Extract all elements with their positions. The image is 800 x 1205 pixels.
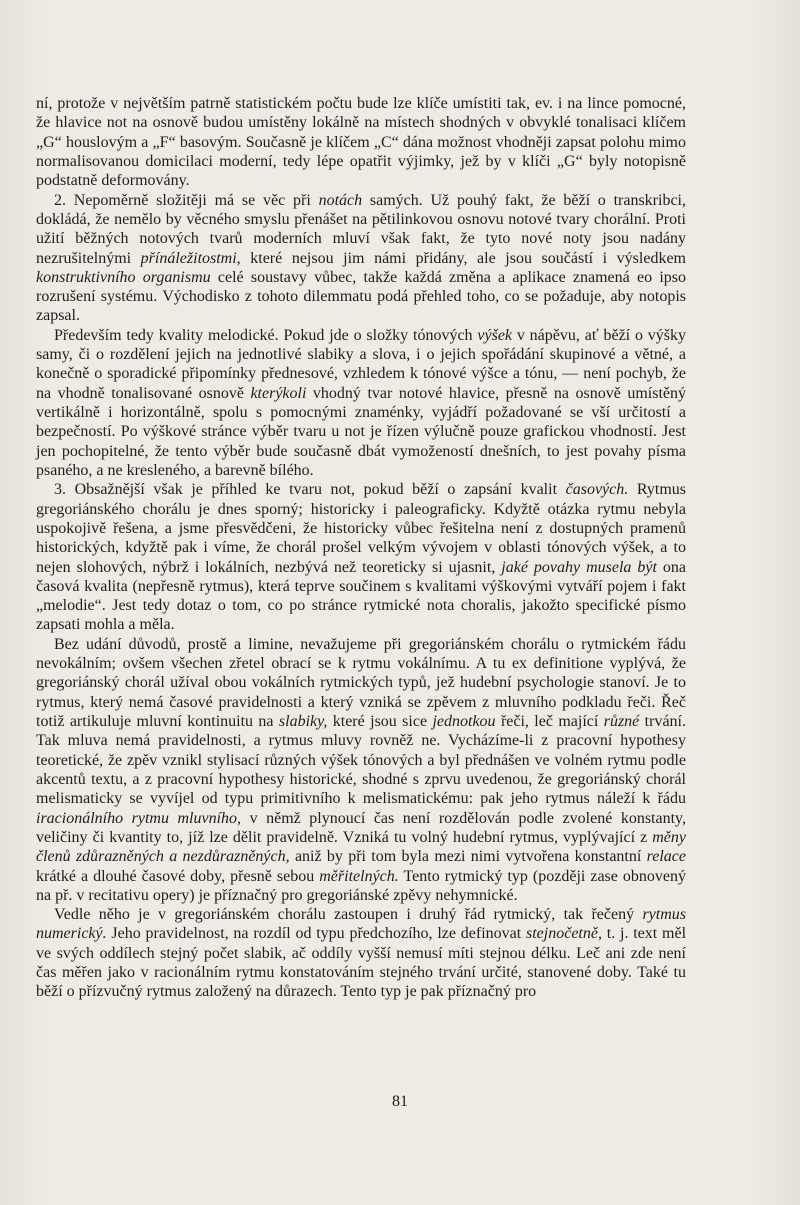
italic-run: stejnočetně, (526, 925, 602, 943)
italic-run: měny členů zdůrazněných a nezdůrazněných, (36, 828, 686, 866)
italic-run: časových. (565, 481, 629, 499)
text-run: aniž by při tom byla mezi nimi vytvořena konstantní (289, 848, 647, 866)
text-run: vhodný tvar notové hlavice, přesně na osnově umístěný vertikálně i horizontálně, spolu s pomocnými znaménky, vyjádří požadované se vší určitostí a bezpečností. Po výškové stránce výběr tvaru u not je řízen výlučně pouze grafickou vhodností. Jest jen pochopitelné, že tento výběr bude současně dbát vymožeností dnešních, to jest povahy písma psaného, a ne kresleného, a barevně bílého. (36, 384, 686, 479)
paragraph (36, 191, 686, 326)
italic-run: rytmus numerický. (36, 906, 686, 943)
paragraph (36, 480, 686, 635)
italic-run: výšek (477, 326, 513, 344)
text-run: Tento rytmický typ (později zase obnovený na př. v recitativu opery) je příznačný pro gregoriánské zpěvy nehymnické. (36, 867, 686, 904)
text-run: samých. Už pouhý fakt, že běží o transkribci, dokládá, že nemělo by věcného smyslu přenášet na pětilinkovou osnovu notové tvary chorální. Proti užití běžných notových tvarů moderních mluví však fakt, že tyto nové noty jsou nadány nezrušitelnými (36, 191, 687, 267)
text-run: v nápěvu, ať běží o výšky samy, či o rozdělení jejich na jednotlivé slabiky a slova, i o jejich spořádání skupinové a větné, a konečně o sporadické připomínky přednesové, vzhledem k tónové výšce a tónu, — není pochyb, že na vhodně tonalisované osnově (36, 326, 687, 402)
text-run: krátké a dlouhé časové doby, přesně sebou (36, 867, 320, 885)
text-run: 3. Obsažnější však je příhled ke tvaru not, pokud běží o zapsání kvalit (54, 481, 566, 499)
text-run: které nejsou jim námi přidány, ale jsou součástí i výsledkem (240, 249, 687, 267)
text-run: t. j. text měl ve svých oddílech stejný počet slabik, ač oddíly vyšší nemusí míti stejnou délku. Leč ani zde není čas měřen jako v racionálním rytmu konstatováním stejného trvání určité, stanovené doby. Také tu běží o přízvučný rytmus založený na důrazech. Tento typ je pak příznačný pro (36, 925, 687, 1001)
text-run: Jeho pravidelnost, na rozdíl od typu předchozího, lze definovat (106, 925, 526, 943)
italic-run: notách (318, 191, 363, 209)
text-run: v němž plynoucí čas není rozdělován podle zvolené konstanty, veličiny či kvantity to, jíž lze dělit pravidelně. Vzniká tu volný hudební rytmus, vyplývající z (36, 809, 686, 846)
page-number: 81 (392, 1093, 408, 1110)
text-run: celé soustavy vůbec, takže každá změna a aplikace znamená eo ipso rozrušení systému. Východisko z tohoto dilemmatu podá přehled toho, co se požaduje, aby notopis zapsal. (36, 268, 686, 325)
text-run: Vedle něho je v gregoriánském chorálu zastoupen i druhý řád rytmický, tak řečený (54, 906, 643, 924)
italic-run: jaké povahy musela být (501, 558, 657, 576)
text-run: Rytmus gregoriánského chorálu je dnes sporný; historicky i paleograficky. Kdyžtě otázka rytmu nebyla uspokojivě řešena, a jsme přesvědčeni, že historicky vůbec řešitelna není z dostupných pramenů historických, kdyžtě pak i víme, že chorál prošel velkým vývojem v oblasti tónových výšek, a to nejen slohových, nýbrž i lokálních, nezbývá než teoreticky si ujasnit, (36, 481, 686, 576)
text-run: Především tedy kvality melodické. Pokud jde o složky tónových (54, 326, 478, 344)
text-run: ona časová kvalita (nepřesně rytmus), která teprve součinem s kvalitami výškovými vytváří pojem i fakt „melodie“. Jest tedy dotaz o tom, co po stránce rytmické nota choralis, jakožto specifické písmo zapsati mohla a měla. (36, 558, 686, 634)
italic-run: relace (646, 848, 687, 866)
paragraph (36, 94, 686, 191)
italic-run: konstruktivního organismu (36, 268, 211, 286)
paragraph (36, 635, 686, 905)
italic-run: kterýkoli (250, 384, 307, 402)
text-run: ní, protože v největším patrně statistickém počtu bude lze klíče umístiti tak, ev. i na lince pomocné, že hlavice not na osnově budou umístěny lokálně na místech shodných v obvyklé tonalisaci klíčem „G“ houslovým a „F“ basovým. Současně je klíčem „C“ dána možnost vhodněji zapsat polohu mimo normalisovanou domicilaci moderní, tedy lépe opatřit výjimky, jež by v klíči „G“ byly notopisně podstatně deformovány. (36, 95, 686, 190)
paragraph (36, 905, 686, 1002)
text-run: 2. Nepoměrně složitěji má se věc při (54, 191, 319, 209)
italic-run: přínáležitostmi, (140, 249, 241, 267)
text-run: řeči, leč mající (495, 713, 604, 730)
text-run: které jsou sice (327, 713, 433, 730)
italic-run: iracionálního rytmu mluvního, (36, 809, 242, 827)
italic-run: měřitelných. (319, 867, 399, 885)
text-run: Bez udání důvodů, prostě a limine, nevažujeme při gregoriánském chorálu o rytmickém řádu nevokálním; ovšem všechen zřetel obrací se k rytmu vokálnímu. A tu ex definitione vyplývá, že gregoriánský chorál užíval obou vokálních rytmických typů, jež hudební psychologie stanoví. Je to rytmus, který nemá časové pravidelnosti a který vzniká se zpěvem z mluvního podkladu řeči. Řeč totiž artikuluje mluvní kontinuitu na (36, 635, 686, 730)
paragraph (36, 326, 686, 481)
italic-run: jednotkou (432, 713, 496, 730)
italic-run: různé (603, 713, 640, 730)
body-text (36, 94, 686, 1002)
italic-run: slabiky, (278, 713, 328, 730)
text-run: trvání. Tak mluva nemá pravidelnosti, a rytmus mluvy rovněž ne. Vycházíme-li z pracovní hypothesy teoretické, že zpěv vznikl stylisací různých výšek tónových a byl přednášen ve volném rytmu podle akcentů textu, a z pracovní hypothesy historické, shodné s zprvu uvedenou, že gregoriánský chorál melismaticky se vyvíjel od typu primitivního k melismatickému: pak jeho rytmus náleží k řádu (36, 713, 686, 808)
